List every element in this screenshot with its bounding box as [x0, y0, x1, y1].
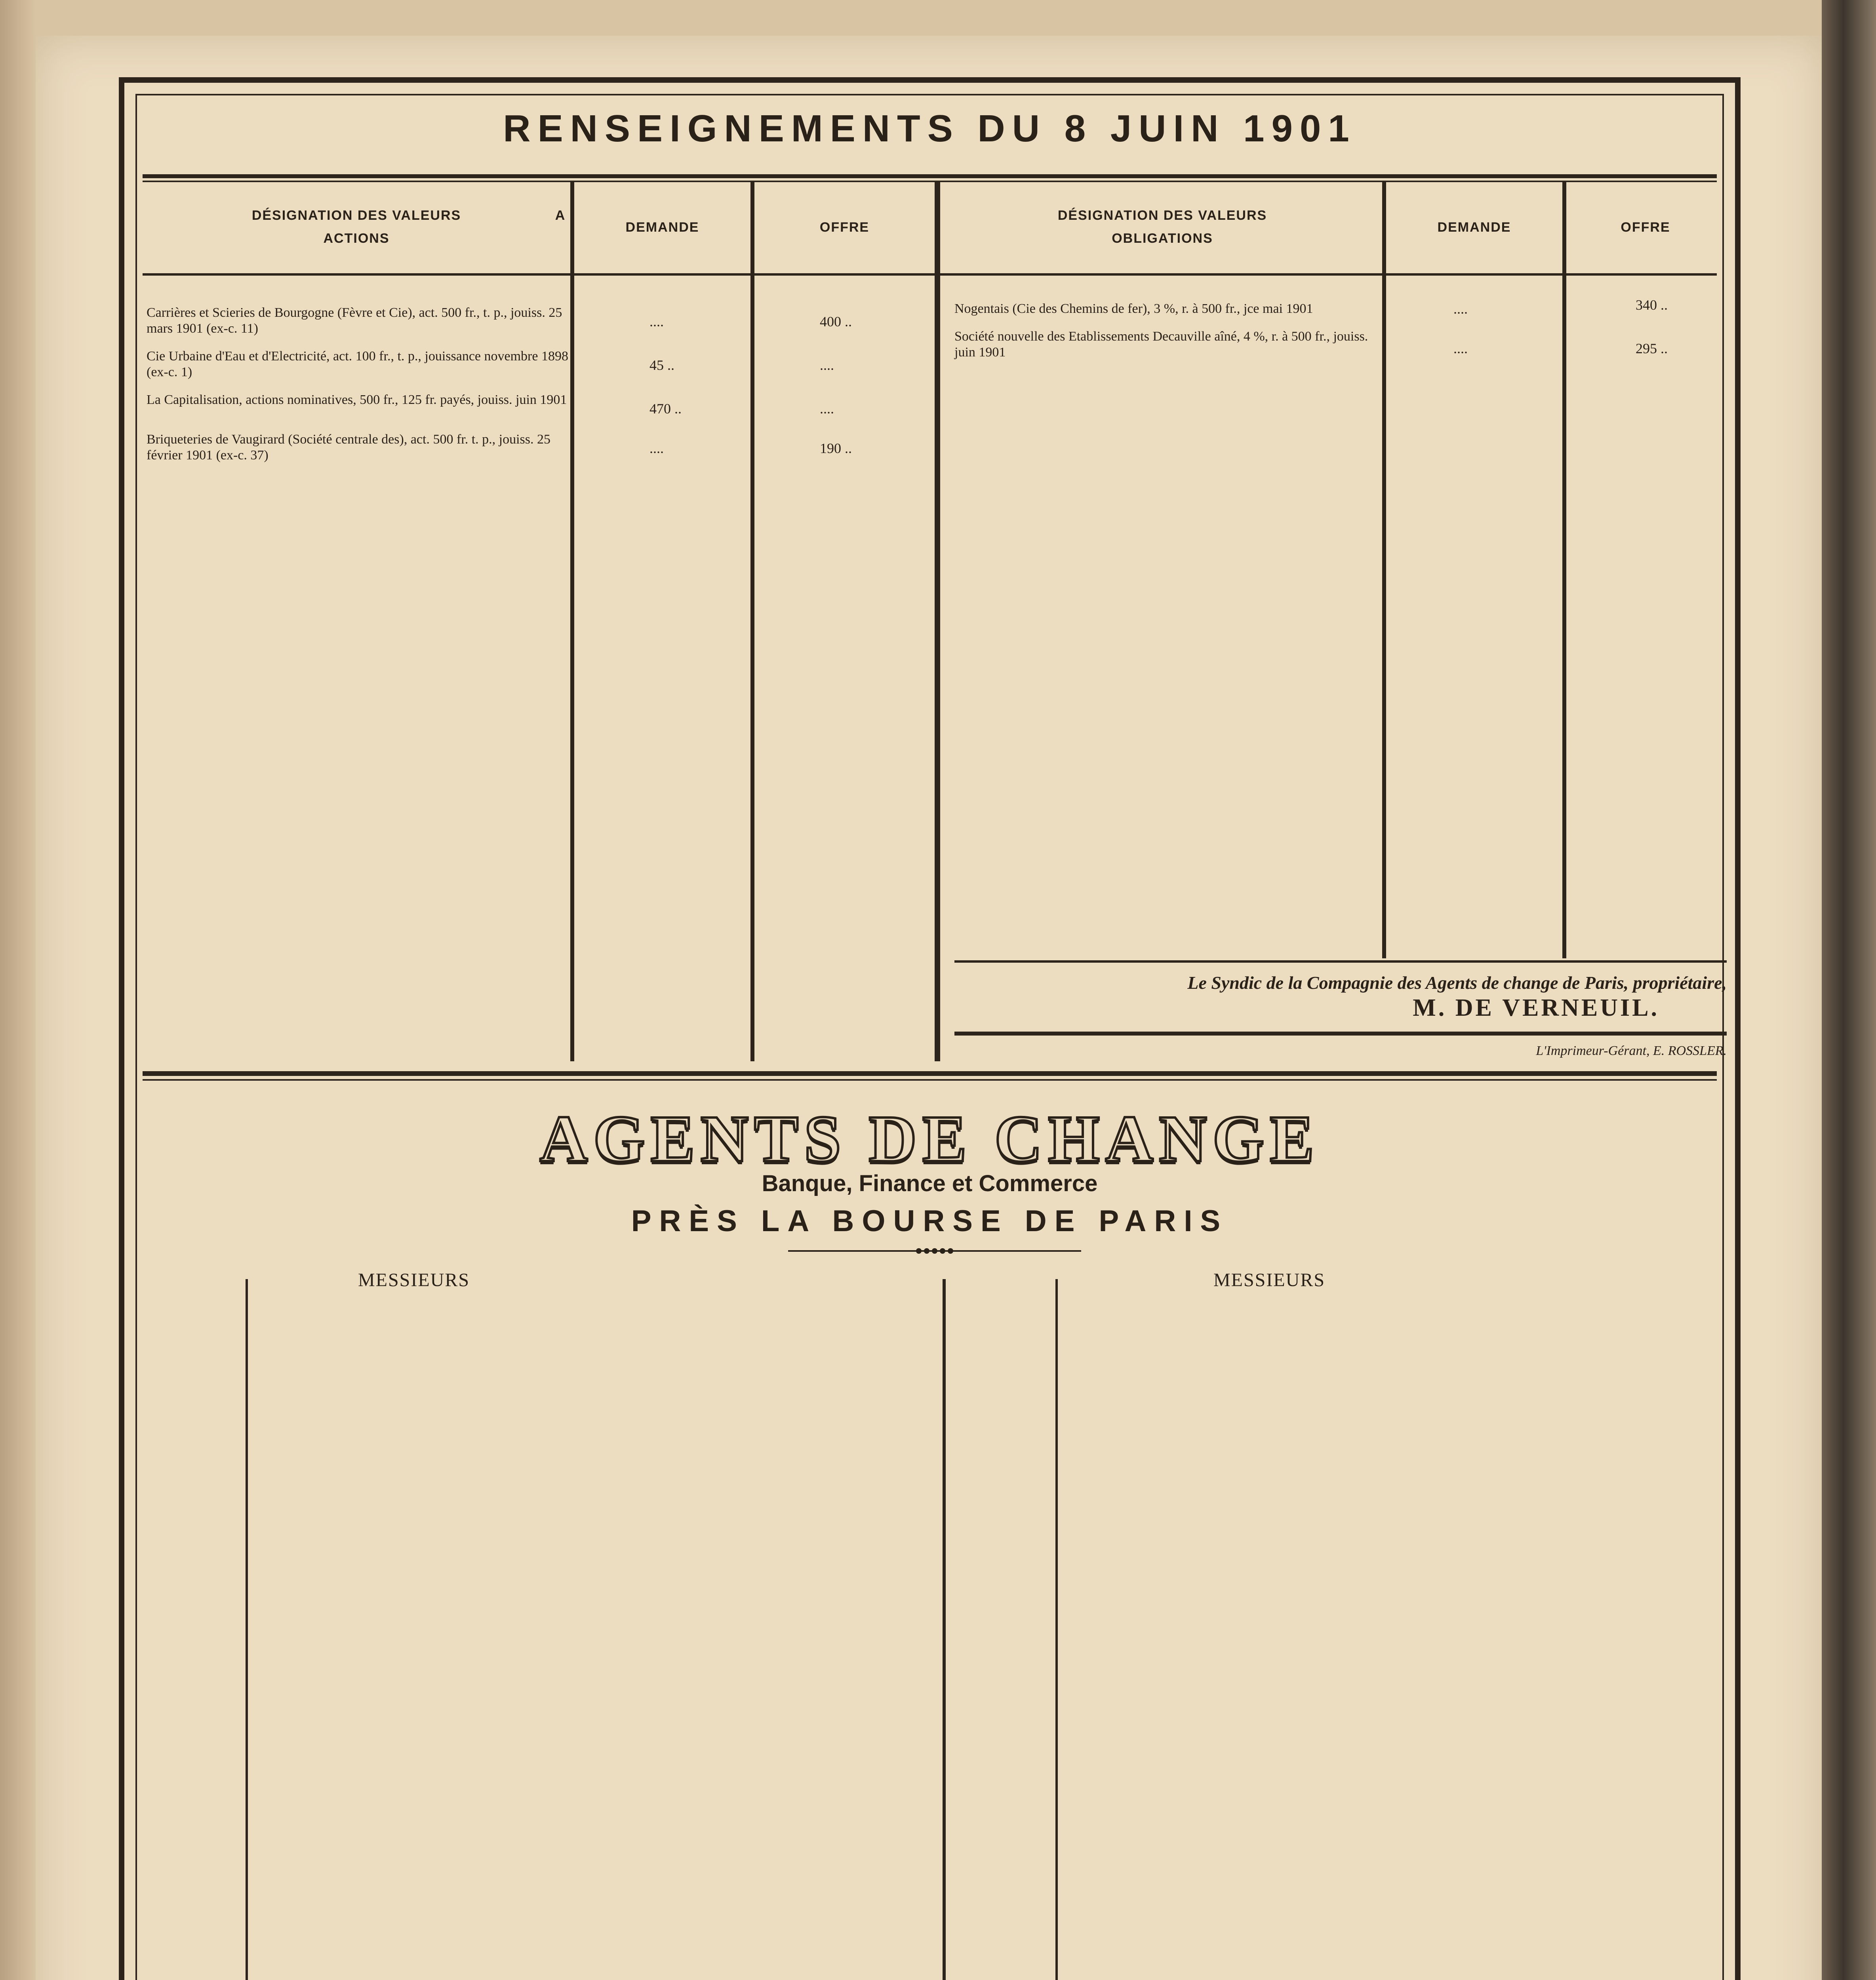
header-rule	[143, 273, 1717, 276]
divider-actions-offre	[750, 182, 754, 1061]
page-edge-left	[0, 0, 36, 1980]
actions-col-letter: A	[555, 208, 566, 223]
imprimeur-rule	[954, 1032, 1727, 1036]
imprimeur: L'Imprimeur-Gérant, E. ROSSLER.	[1536, 1043, 1727, 1058]
agents-center-divider	[943, 1279, 946, 1980]
agents-list-left	[166, 1309, 935, 1980]
syndic-rule	[954, 960, 1727, 963]
title-rule	[143, 174, 1717, 178]
ornament-rule	[788, 1248, 1081, 1254]
messieurs-left: MESSIEURS	[358, 1270, 470, 1291]
actions-col-demande: DEMANDE	[625, 220, 699, 235]
actions-col-designation: DÉSIGNATION DES VALEURS ACTIONS	[251, 208, 461, 246]
agents-title: AGENTS DE CHANGE	[539, 1102, 1320, 1176]
divider-oblig-offre	[1562, 182, 1566, 958]
section-rule-thin	[143, 1079, 1717, 1081]
divider-center	[935, 182, 940, 1061]
agents-list-right	[974, 1309, 1719, 1980]
page-title: RENSEIGNEMENTS DU 8 JUIN 1901	[503, 107, 1356, 150]
actions-col-offre: OFFRE	[819, 220, 870, 235]
title-rule-thin	[143, 181, 1717, 182]
oblig-col-offre: OFFRE	[1621, 220, 1670, 235]
syndic-name: M. DE VERNEUIL.	[1413, 994, 1659, 1021]
agents-subtitle-bourse: PRÈS LA BOURSE DE PARIS	[631, 1204, 1228, 1238]
oblig-col-designation: DÉSIGNATION DES VALEURS OBLIGATIONS	[1057, 208, 1267, 246]
oblig-col-demande: DEMANDE	[1437, 220, 1511, 235]
section-rule	[143, 1071, 1717, 1076]
book-binding	[1822, 0, 1876, 1980]
messieurs-right: MESSIEURS	[1213, 1270, 1326, 1291]
syndic-line: Le Syndic de la Compagnie des Agents de change de Paris, propriétaire,	[1187, 973, 1727, 993]
divider-oblig-demande	[1382, 182, 1386, 958]
agents-subtitle: Banque, Finance et Commerce	[762, 1171, 1098, 1196]
